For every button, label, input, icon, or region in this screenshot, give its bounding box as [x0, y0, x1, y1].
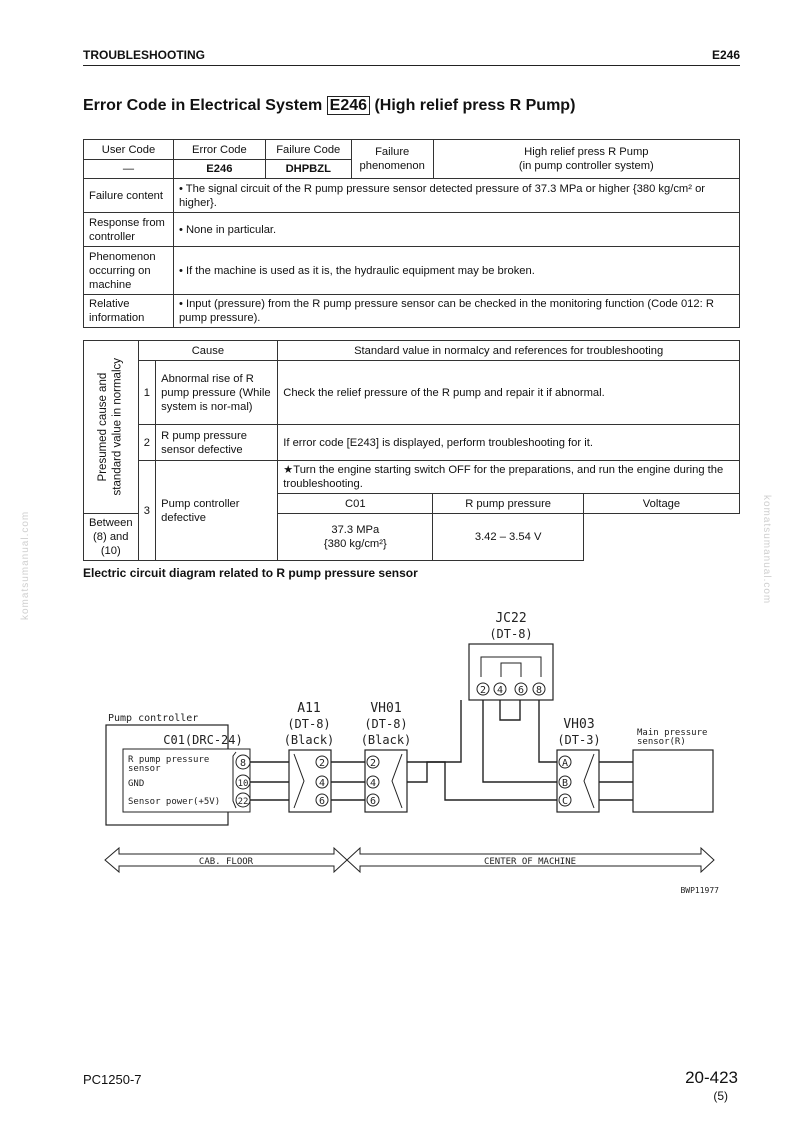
phenomenon-label: Phenomenon occurring on machine — [84, 247, 174, 295]
title-post: (High relief press R Pump) — [370, 97, 576, 114]
a11-color: (Black) — [283, 733, 335, 747]
title-pre: Error Code in Electrical System — [83, 97, 327, 114]
vh01-type: (DT-8) — [364, 717, 408, 731]
center-machine-label: CENTER OF MACHINE — [483, 857, 577, 867]
standard-value-header: Standard value in normalcy and references for troubleshooting — [278, 341, 740, 361]
side-label-1: Presumed cause and — [97, 372, 110, 482]
vh03-type: (DT-3) — [557, 733, 601, 747]
jc22-pins — [477, 683, 545, 696]
diagram-heading: Electric circuit diagram related to R pump pressure sensor — [83, 566, 418, 580]
failure-code-value: DHPBZL — [265, 160, 351, 179]
page-title — [83, 97, 575, 115]
vh03-pin-c-label: C — [561, 796, 569, 807]
pressure-mpa: 37.3 MPa — [331, 524, 380, 536]
jc22-pin-2-label: 2 — [479, 685, 487, 696]
jc22-bridge-inner — [501, 663, 521, 677]
watermark-right: komatsumanual.com — [761, 495, 772, 605]
sub-header-pressure: R pump pressure — [433, 494, 584, 514]
cause-side-text — [96, 358, 125, 495]
cause-1: Abnormal rise of R pump pressure (While system is nor-mal) — [156, 361, 278, 425]
failure-code-header: Failure Code — [265, 140, 351, 160]
a11-pin-4-label: 4 — [318, 778, 326, 789]
wire-vh01-vh03-power — [407, 762, 557, 800]
cause-table — [83, 340, 740, 561]
c01-pin-8-label: 8 — [239, 758, 247, 769]
cause-side-label — [84, 341, 139, 514]
error-code-header: Error Code — [173, 140, 265, 160]
cause-no-2: 2 — [138, 425, 156, 461]
jc22-type: (DT-8) — [489, 627, 533, 641]
a11-type: (DT-8) — [287, 717, 331, 731]
signal-sensor-power: Sensor power(+5V) — [128, 797, 221, 807]
cab-floor-label: CAB. FLOOR — [198, 857, 254, 867]
sub-header-voltage: Voltage — [583, 494, 739, 514]
response-label: Response from controller — [84, 213, 174, 247]
footer-page-number: 20-423 — [685, 1068, 738, 1087]
vh03-pin-a-label: A — [561, 758, 569, 769]
pressure-kgcm2: {380 kg/cm²} — [323, 538, 387, 550]
c01-pin-10-label: 10 — [237, 779, 249, 789]
pump-controller-label: Pump controller — [108, 713, 199, 724]
signal-r-pump: R pump pressure — [128, 755, 210, 765]
failure-content-text: • The signal circuit of the R pump pressure sensor detected pressure of 37.3 MPa or higher {380 kg/cm² or higher}. — [173, 179, 739, 213]
footer-revision: (5) — [713, 1089, 728, 1103]
cause-2: R pump pressure sensor defective — [156, 425, 278, 461]
vh01-pin-4-label: 4 — [369, 778, 377, 789]
vh01-color: (Black) — [360, 733, 412, 747]
failure-phenomenon-header: Failure phenomenon — [351, 140, 433, 179]
side-label-2: standard value in normalcy — [111, 358, 124, 496]
figure-id: BWP11977 — [680, 886, 719, 895]
signal-gnd: GND — [128, 779, 145, 789]
failure-content-label: Failure content — [84, 179, 174, 213]
user-code-value: — — [84, 160, 174, 179]
remedy-3: ★Turn the engine starting switch OFF for the preparations, and run the engine during the troubleshooting. — [278, 461, 740, 494]
sub-header-c01: C01 — [278, 494, 433, 514]
phenomenon-text: • If the machine is used as it is, the hydraulic equipment may be broken. — [173, 247, 739, 295]
c01-pin-22-label: 22 — [237, 797, 249, 807]
a11-name: A11 — [297, 701, 321, 716]
phenomenon-line-2: (in pump controller system) — [518, 160, 654, 172]
relative-info-label: Relative information — [84, 295, 174, 328]
jc22-bridge-outer — [481, 657, 541, 677]
sub-row-between: Between (8) and (10) — [84, 514, 139, 561]
title-code: E246 — [327, 96, 370, 115]
vh01-name: VH01 — [370, 701, 402, 716]
jc22-name: JC22 — [495, 611, 527, 626]
cause-no-1: 1 — [138, 361, 156, 425]
wire-jc22-loop — [500, 700, 520, 720]
header-rule — [83, 65, 740, 66]
failure-info-table — [83, 139, 740, 328]
header-code: E246 — [711, 48, 740, 62]
error-code-value: E246 — [173, 160, 265, 179]
cause-3: Pump controller defective — [156, 461, 278, 561]
vh01-pin-6-label: 6 — [369, 796, 377, 807]
a11-pin-2-label: 2 — [318, 758, 326, 769]
wire-jc22-vh03-a — [539, 700, 557, 762]
signal-sensor: sensor — [128, 764, 161, 774]
a11-pin-6-label: 6 — [318, 796, 326, 807]
wire-spare — [407, 800, 461, 820]
vh03-pin-b-label: B — [561, 778, 569, 789]
vh01-pin-2-label: 2 — [369, 758, 377, 769]
response-text: • None in particular. — [173, 213, 739, 247]
relative-info-text: • Input (pressure) from the R pump pressure sensor can be checked in the monitoring function (Code 012: R pump pressure). — [173, 295, 739, 328]
watermark-left: komatsumanual.com — [20, 510, 31, 620]
vh03-name: VH03 — [563, 717, 595, 732]
jc22-pin-8-label: 8 — [535, 685, 543, 696]
section-header: TROUBLESHOOTING — [83, 48, 205, 62]
sensor-label-1: Main pressure — [637, 728, 708, 738]
jc22-pin-4-label: 4 — [496, 685, 504, 696]
jc22-pin-6-label: 6 — [517, 685, 525, 696]
cause-header: Cause — [138, 341, 278, 361]
phenomenon-line-1: High relief press R Pump — [524, 146, 649, 158]
sub-row-pressure — [278, 514, 433, 561]
c01-label: C01(DRC-24) — [163, 733, 243, 747]
footer-model: PC1250-7 — [83, 1072, 142, 1087]
wire-vh01-jc22-gnd — [407, 700, 461, 782]
failure-phenomenon-value — [433, 140, 739, 179]
user-code-header: User Code — [84, 140, 174, 160]
sub-row-voltage: 3.42 – 3.54 V — [433, 514, 584, 561]
sensor-label-2: sensor(R) — [637, 737, 686, 747]
circuit-diagram — [0, 600, 794, 910]
cause-no-3: 3 — [138, 461, 156, 561]
remedy-2: If error code [E243] is displayed, perform troubleshooting for it. — [278, 425, 740, 461]
remedy-1: Check the relief pressure of the R pump and repair it if abnormal. — [278, 361, 740, 425]
sensor-box — [633, 750, 713, 812]
